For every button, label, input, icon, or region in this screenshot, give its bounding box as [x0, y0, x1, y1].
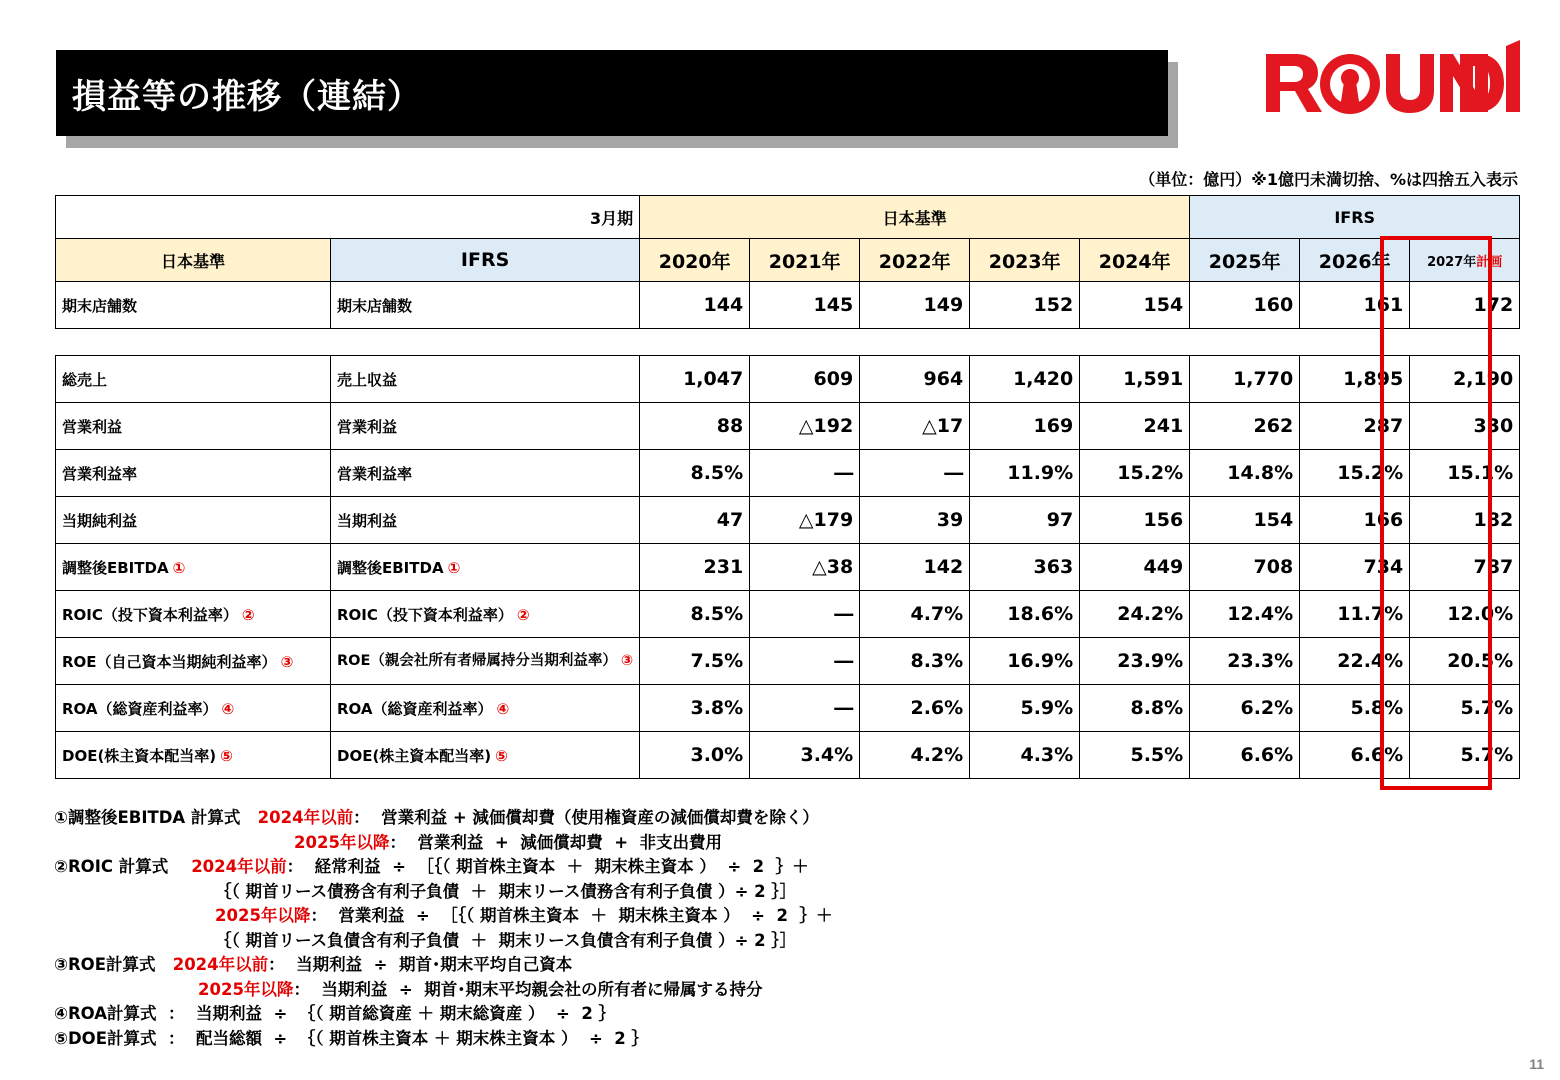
cell-value: 23.3% — [1190, 638, 1300, 685]
note-formula: ： 営業利益 + 減価償却費 + 非支出費用 — [389, 832, 723, 852]
cell-value: 97 — [970, 497, 1080, 544]
note-formula: ： 当期利益 ÷ 期首･期末平均自己資本 — [268, 955, 573, 974]
cell-value: 16.9% — [970, 638, 1080, 685]
cell-value: 14.8% — [1190, 450, 1300, 497]
note-heading: ②ROIC 計算式 — [54, 857, 169, 876]
cell-value: 8.5% — [640, 450, 750, 497]
row-label-jp — [56, 356, 331, 403]
row-label-jp — [56, 544, 331, 591]
cell-value: 154 — [1080, 282, 1190, 329]
footnote-mark: ⑤ — [220, 746, 233, 765]
cell-value: 241 — [1080, 403, 1190, 450]
note-roic-2 — [54, 904, 832, 929]
cell-value: 1,047 — [640, 356, 750, 403]
year-header: 2021年 — [750, 239, 860, 282]
table-gap — [56, 329, 1520, 356]
row-label-jp — [56, 497, 331, 544]
cell-value: △17 — [860, 403, 970, 450]
note-formula: ｛（ 期首リース債務含有利子負債 ＋ 期末リース債務含有利子負債 ）÷ 2 ｝］ — [215, 881, 797, 901]
note-formula: ： 経常利益 ÷ ［｛（ 期首株主資本 ＋ 期末株主資本 ） ÷ 2 ｝＋ — [286, 857, 809, 876]
table-row — [56, 638, 1520, 685]
cell-value: 3.4% — [750, 732, 860, 779]
cell-value: 1,770 — [1190, 356, 1300, 403]
cell-value: 18.6% — [970, 591, 1080, 638]
note-roe-2 — [54, 978, 832, 1003]
row-label-text: 営業利益率 — [62, 464, 138, 483]
cell-value: 5.5% — [1080, 732, 1190, 779]
col-jp-header: 日本基準 — [56, 239, 331, 282]
cell-value: 166 — [1300, 497, 1410, 544]
cell-value: 12.0% — [1410, 591, 1520, 638]
table-row — [56, 403, 1520, 450]
row-label-text: 当期純利益 — [62, 511, 138, 530]
row-label-ifrs — [331, 497, 640, 544]
row-label-text: 売上収益 — [337, 370, 398, 389]
cell-value: 23.9% — [1080, 638, 1190, 685]
cell-value: 609 — [750, 356, 860, 403]
cell-value: 156 — [1080, 497, 1190, 544]
table-row — [56, 356, 1520, 403]
cell-value: 144 — [640, 282, 750, 329]
cell-value: △179 — [750, 497, 860, 544]
note-period: 2024年以前 — [257, 808, 354, 827]
cell-value: ― — [860, 450, 970, 497]
table-row — [56, 544, 1520, 591]
year-header: 2023年 — [970, 239, 1080, 282]
cell-value: 88 — [640, 403, 750, 450]
footnote-mark: ③ — [280, 652, 294, 671]
year-header: 2024年 — [1080, 239, 1190, 282]
row-label-jp — [56, 732, 331, 779]
row-label-jp: 期末店舗数 — [56, 282, 331, 329]
cell-value: 15.2% — [1300, 450, 1410, 497]
note-period: 2025年以降 — [198, 979, 294, 999]
financial-table — [55, 195, 1520, 779]
row-label-ifrs — [331, 450, 640, 497]
plan-year: 2027年 — [1427, 254, 1477, 270]
cell-value: 363 — [970, 544, 1080, 591]
cell-value: 4.3% — [970, 732, 1080, 779]
note-roic-cont — [54, 880, 832, 905]
cell-value: 8.5% — [640, 591, 750, 638]
cell-value: 330 — [1410, 403, 1520, 450]
note-formula: ： 営業利益 ÷ ［｛（ 期首株主資本 ＋ 期末株主資本 ） ÷ 2 ｝＋ — [310, 906, 833, 925]
year-header: 2025年 — [1190, 239, 1300, 282]
row-label-ifrs — [331, 591, 640, 638]
row-label-text: DOE(株主資本配当率) — [62, 746, 217, 765]
year-header: 2022年 — [860, 239, 970, 282]
cell-value: ― — [750, 638, 860, 685]
row-label-text: 総売上 — [62, 370, 108, 389]
row-label-jp — [56, 450, 331, 497]
note-roic — [54, 855, 832, 880]
row-label-ifrs — [331, 544, 640, 591]
note-roa: ④ROA計算式 ： 当期利益 ÷ ｛（ 期首総資産 ＋ 期末総資産 ） ÷ 2 ｝ — [54, 1004, 616, 1023]
cell-value: 1,895 — [1300, 356, 1410, 403]
footnote-mark: ① — [447, 558, 461, 577]
row-label-text: DOE(株主資本配当率) — [337, 746, 492, 765]
row-label-text: ROA（総資産利益率） — [337, 699, 493, 718]
footnote-mark: ④ — [496, 699, 510, 718]
row-label-ifrs — [331, 685, 640, 732]
cell-value: ― — [750, 685, 860, 732]
row-label-ifrs — [331, 638, 640, 685]
table-row — [56, 282, 1520, 329]
cell-value: 3.8% — [640, 685, 750, 732]
row-label-text: ROA（総資産利益率） — [62, 699, 218, 718]
footnote-mark: ① — [172, 558, 186, 577]
note-roic-2-cont — [54, 929, 832, 954]
cell-value: 734 — [1300, 544, 1410, 591]
cell-value: 182 — [1410, 497, 1520, 544]
round1-logo-d1 — [1460, 38, 1522, 118]
cell-value: 142 — [860, 544, 970, 591]
note-ebitda-2 — [54, 831, 832, 856]
cell-value: 47 — [640, 497, 750, 544]
cell-value: 20.5% — [1410, 638, 1520, 685]
cell-value: 154 — [1190, 497, 1300, 544]
cell-value: △192 — [750, 403, 860, 450]
cell-value: 5.7% — [1410, 685, 1520, 732]
unit-note: （単位：億円）※1億円未満切捨、%は四捨五入表示 — [1139, 170, 1518, 189]
cell-value: 169 — [970, 403, 1080, 450]
cell-value: 2,190 — [1410, 356, 1520, 403]
table-row — [56, 591, 1520, 638]
cell-value: 160 — [1190, 282, 1300, 329]
cell-value: 449 — [1080, 544, 1190, 591]
note-formula: ｛（ 期首リース負債含有利子負債 ＋ 期末リース負債含有利子負債 ）÷ 2 ｝］ — [215, 930, 797, 950]
row-label-jp — [56, 685, 331, 732]
row-label-text: ROIC（投下資本利益率） — [337, 605, 513, 624]
cell-value: 15.1% — [1410, 450, 1520, 497]
col-ifrs-header: IFRS — [331, 239, 640, 282]
cell-value: 2.6% — [860, 685, 970, 732]
cell-value: 7.5% — [640, 638, 750, 685]
cell-value: 6.2% — [1190, 685, 1300, 732]
note-period: 2025年以降 — [215, 906, 311, 925]
plan-year-header — [1410, 239, 1520, 282]
cell-value: 708 — [1190, 544, 1300, 591]
note-roe — [54, 953, 832, 978]
year-header: 2020年 — [640, 239, 750, 282]
page-title: 損益等の推移（連結） — [56, 50, 1168, 136]
cell-value: 5.9% — [970, 685, 1080, 732]
note-formula: ： 当期利益 ÷ 期首･期末平均親会社の所有者に帰属する持分 — [293, 979, 763, 999]
note-period: 2024年以前 — [191, 857, 287, 876]
table-row — [56, 685, 1520, 732]
cell-value: △38 — [750, 544, 860, 591]
ifrs-header: IFRS — [1190, 196, 1520, 239]
row-label-jp — [56, 403, 331, 450]
cell-value: 11.9% — [970, 450, 1080, 497]
row-label-text: 営業利益 — [62, 417, 123, 436]
row-label-text: 調整後EBITDA — [337, 558, 444, 577]
row-label-ifrs — [331, 403, 640, 450]
cell-value: 22.4% — [1300, 638, 1410, 685]
page-number: 11 — [1529, 1056, 1544, 1072]
footnote-mark: ④ — [221, 699, 235, 718]
cell-value: 4.7% — [860, 591, 970, 638]
row-label-text: 調整後EBITDA — [62, 558, 169, 577]
cell-value: 6.6% — [1300, 732, 1410, 779]
cell-value: 4.2% — [860, 732, 970, 779]
row-label-text: 営業利益 — [337, 417, 398, 436]
cell-value: 6.6% — [1190, 732, 1300, 779]
cell-value: 8.8% — [1080, 685, 1190, 732]
cell-value: 262 — [1190, 403, 1300, 450]
row-label-text: ROE（自己資本当期純利益率） — [62, 652, 277, 671]
cell-value: 231 — [640, 544, 750, 591]
row-label-text: 営業利益率 — [337, 464, 413, 483]
table-row — [56, 732, 1520, 779]
note-period: 2024年以前 — [172, 955, 269, 974]
cell-value: 287 — [1300, 403, 1410, 450]
cell-value: ― — [750, 450, 860, 497]
footnote-mark: ② — [516, 605, 530, 624]
footnote-mark: ⑤ — [495, 746, 508, 765]
note-formula: ： 営業利益 + 減価償却費（使用権資産の減価償却費を除く） — [353, 808, 819, 827]
table-row — [56, 450, 1520, 497]
jp-standard-header: 日本基準 — [640, 196, 1190, 239]
metrics-body — [56, 356, 1520, 779]
row-label-text: ROIC（投下資本利益率） — [62, 605, 238, 624]
cell-value: 5.7% — [1410, 732, 1520, 779]
cell-value: 39 — [860, 497, 970, 544]
note-heading: ①調整後EBITDA 計算式 — [54, 808, 241, 827]
cell-value: 161 — [1300, 282, 1410, 329]
cell-value: 5.8% — [1300, 685, 1410, 732]
row-label-text: ROE（親会社所有者帰属持分当期利益率） — [337, 652, 617, 669]
cell-value: ― — [750, 591, 860, 638]
row-label-text: 当期利益 — [337, 511, 398, 530]
row-label-jp — [56, 638, 331, 685]
period-header: 3月期 — [56, 196, 640, 239]
cell-value: 15.2% — [1080, 450, 1190, 497]
cell-value: 8.3% — [860, 638, 970, 685]
row-label-ifrs — [331, 732, 640, 779]
cell-value: 787 — [1410, 544, 1520, 591]
row-label-ifrs — [331, 356, 640, 403]
note-ebitda — [54, 806, 832, 831]
cell-value: 1,591 — [1080, 356, 1190, 403]
year-header: 2026年 — [1300, 239, 1410, 282]
note-period: 2025年以降 — [294, 832, 390, 852]
formula-notes — [54, 806, 832, 1051]
cell-value: 3.0% — [640, 732, 750, 779]
cell-value: 24.2% — [1080, 591, 1190, 638]
cell-value: 172 — [1410, 282, 1520, 329]
cell-value: 11.7% — [1300, 591, 1410, 638]
table-row — [56, 497, 1520, 544]
row-label-jp — [56, 591, 331, 638]
cell-value: 12.4% — [1190, 591, 1300, 638]
cell-value: 964 — [860, 356, 970, 403]
cell-value: 149 — [860, 282, 970, 329]
cell-value: 152 — [970, 282, 1080, 329]
cell-value: 1,420 — [970, 356, 1080, 403]
note-heading: ③ROE計算式 — [54, 955, 156, 974]
note-doe: ⑤DOE計算式 ： 配当総額 ÷ ｛（ 期首株主資本 ＋ 期末株主資本 ） ÷ 2 ｝ — [54, 1028, 648, 1048]
footnote-mark: ② — [241, 605, 255, 624]
row-label-ifrs: 期末店舗数 — [331, 282, 640, 329]
footnote-mark: ③ — [620, 652, 634, 669]
cell-value: 145 — [750, 282, 860, 329]
plan-label: 計画 — [1476, 254, 1503, 270]
